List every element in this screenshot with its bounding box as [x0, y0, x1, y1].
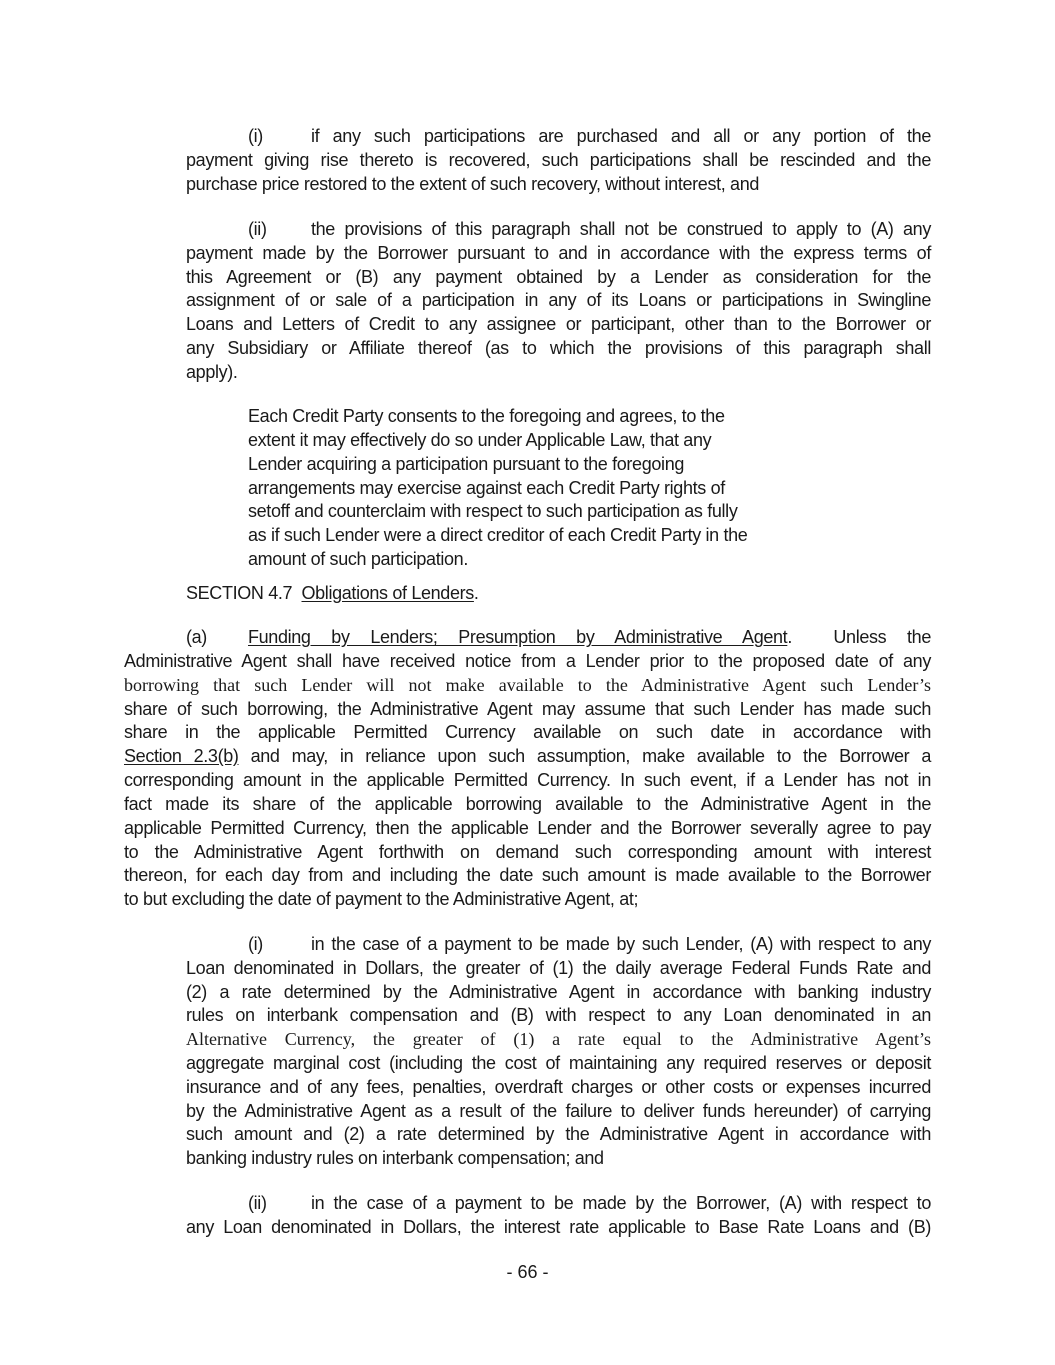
- paragraph-line: [248, 625, 931, 649]
- paragraph-marker: (i): [248, 934, 263, 954]
- paragraph-line: share of such borrowing, the Administrative Agent may assume that such Lender has made such: [124, 699, 931, 719]
- paragraph-line: as if such Lender were a direct creditor of each Credit Party in the: [248, 525, 748, 545]
- paragraph-line: payment giving rise thereto is recovered, such participations shall be rescinded and the: [186, 150, 931, 170]
- paragraph-line: thereon, for each day from and including the date such amount is made available to the Borrower: [124, 865, 931, 885]
- subsection-heading-period: .: [787, 627, 792, 647]
- paragraph-marker: (ii): [248, 219, 267, 239]
- section-number: SECTION 4.7: [186, 583, 293, 603]
- paragraph-line: in the case of a payment to be made by the Borrower, (A) with respect to: [311, 1193, 931, 1213]
- paragraph-line: assignment of or sale of a participation in any of its Loans or participations in Swingline: [186, 290, 931, 310]
- paragraph-marker: (i): [248, 126, 263, 146]
- paragraph-text: and may, in reliance upon such assumption, make available to the Borrower a: [250, 746, 931, 766]
- paragraph-line: Alternative Currency, the greater of (1) a rate equal to the Administrative Agent’s: [186, 1029, 931, 1049]
- paragraph-line: in the case of a payment to be made by such Lender, (A) with respect to any: [311, 934, 931, 954]
- paragraph-line: by the Administrative Agent as a result of the failure to deliver funds hereunder) of carrying: [186, 1101, 931, 1121]
- section-heading: [186, 581, 479, 605]
- paragraph-line: extent it may effectively do so under Applicable Law, that any: [248, 430, 712, 450]
- paragraph-line: [124, 744, 931, 768]
- paragraph-line: fact made its share of the applicable borrowing available to the Administrative Agent in the: [124, 794, 931, 814]
- paragraph-line: insurance and of any fees, penalties, overdraft charges or other costs or expenses incurred: [186, 1077, 931, 1097]
- paragraph-line: amount of such participation.: [248, 549, 468, 569]
- paragraph-line: (2) a rate determined by the Administrative Agent in accordance with banking industry: [186, 982, 931, 1002]
- paragraph-line: to but excluding the date of payment to the Administrative Agent, at;: [124, 889, 639, 909]
- paragraph-line: applicable Permitted Currency, then the applicable Lender and the Borrower severally agree to pay: [124, 818, 931, 838]
- paragraph-line: corresponding amount in the applicable Permitted Currency. In such event, if a Lender has not in: [124, 770, 931, 790]
- section-title: Obligations of Lenders: [301, 583, 474, 603]
- paragraph-line: to the Administrative Agent forthwith on demand such corresponding amount with interest: [124, 842, 931, 862]
- paragraph-text: Unless the: [833, 627, 931, 647]
- paragraph-line: payment made by the Borrower pursuant to and in accordance with the express terms of: [186, 243, 931, 263]
- paragraph-line: rules on interbank compensation and (B) with respect to any Loan denominated in an: [186, 1005, 931, 1025]
- paragraph-line: any Subsidiary or Affiliate thereof (as to which the provisions of this paragraph shall: [186, 338, 931, 358]
- paragraph-marker: (ii): [248, 1193, 267, 1213]
- section-reference-link[interactable]: Section 2.3(b): [124, 746, 239, 766]
- paragraph-line: if any such participations are purchased and all or any portion of the: [311, 126, 931, 146]
- paragraph-line: Loan denominated in Dollars, the greater of (1) the daily average Federal Funds Rate and: [186, 958, 931, 978]
- paragraph-line: Administrative Agent shall have received notice from a Lender prior to the proposed date of any: [124, 651, 931, 671]
- paragraph-line: share in the applicable Permitted Currency available on such date in accordance with: [124, 722, 931, 742]
- paragraph-line: banking industry rules on interbank compensation; and: [186, 1148, 604, 1168]
- paragraph-line: Loans and Letters of Credit to any assignee or participant, other than to the Borrower or: [186, 314, 931, 334]
- paragraph-line: setoff and counterclaim with respect to such participation as fully: [248, 501, 738, 521]
- paragraph-line: such amount and (2) a rate determined by the Administrative Agent in accordance with: [186, 1124, 931, 1144]
- page-number: - 66 -: [506, 1262, 549, 1282]
- paragraph-line: the provisions of this paragraph shall not be construed to apply to (A) any: [311, 219, 931, 239]
- paragraph-line: apply).: [186, 362, 238, 382]
- paragraph-marker: (a): [186, 627, 207, 647]
- paragraph-line: arrangements may exercise against each Credit Party rights of: [248, 478, 725, 498]
- paragraph-line: this Agreement or (B) any payment obtained by a Lender as consideration for the: [186, 267, 931, 287]
- paragraph-line: aggregate marginal cost (including the cost of maintaining any required reserves or deposit: [186, 1053, 931, 1073]
- paragraph-line: Lender acquiring a participation pursuant to the foregoing: [248, 454, 685, 474]
- subsection-heading: Funding by Lenders; Presumption by Administrative Agent: [248, 627, 788, 647]
- section-title-period: .: [473, 583, 479, 603]
- paragraph-line: purchase price restored to the extent of such recovery, without interest, and: [186, 174, 760, 194]
- paragraph-line: Each Credit Party consents to the foregoing and agrees, to the: [248, 406, 725, 426]
- paragraph-line: any Loan denominated in Dollars, the interest rate applicable to Base Rate Loans and (B): [186, 1217, 931, 1237]
- paragraph-line: borrowing that such Lender will not make available to the Administrative Agent such Lender’s: [124, 675, 931, 695]
